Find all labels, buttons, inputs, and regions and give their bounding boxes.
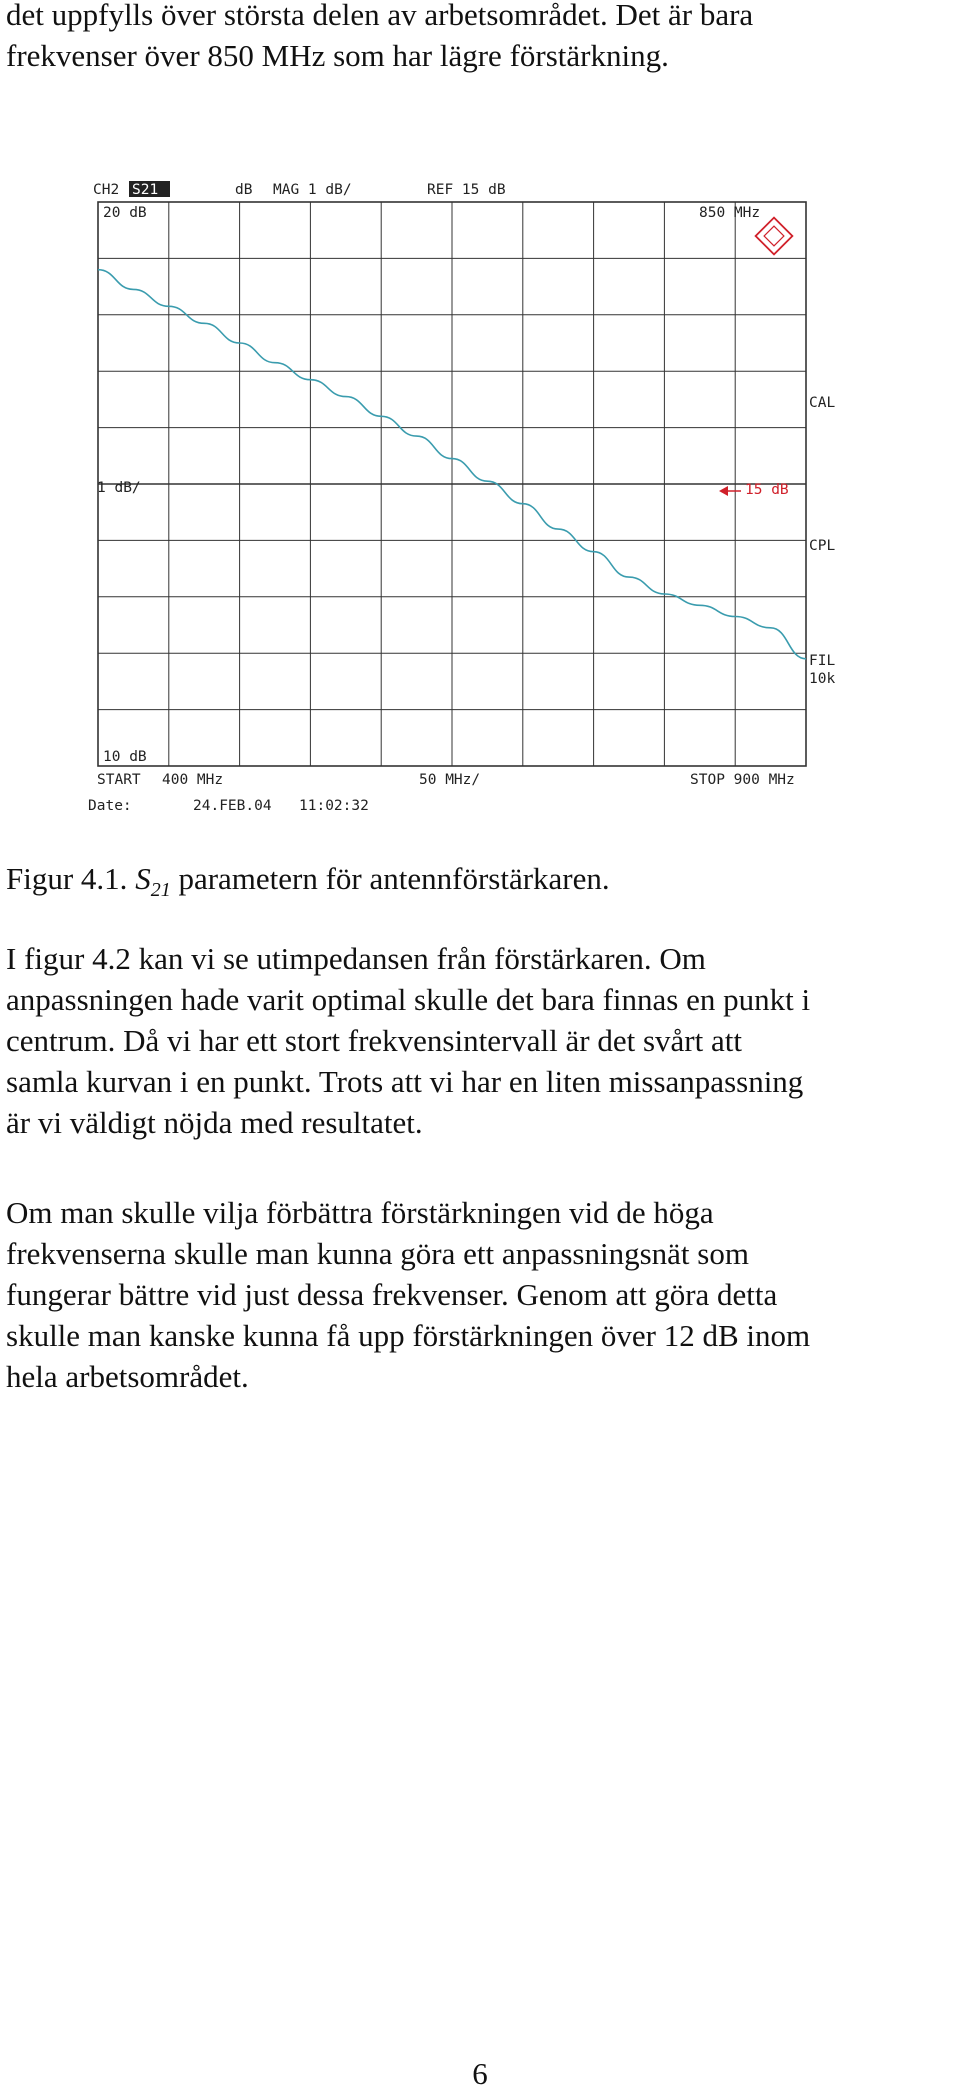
text-line: centrum. Då vi har ett stort frekvensintervall är det svårt att bbox=[6, 1023, 742, 1058]
scale-label: MAG 1 dB/ bbox=[273, 182, 352, 198]
fil-label: FIL bbox=[809, 653, 836, 669]
left-scale-label: 1 dB/ bbox=[97, 480, 141, 496]
text-line: frekvenser över 850 MHz som har lägre förstärkning. bbox=[6, 38, 669, 73]
format-label: dB bbox=[235, 182, 253, 198]
fil-value-label: 10k bbox=[809, 671, 836, 687]
text-line: anpassningen hade varit optimal skulle det bara finnas en punkt i bbox=[6, 982, 811, 1017]
text-line: det uppfylls över största delen av arbetsområdet. Det är bara bbox=[6, 0, 754, 32]
text-line: är vi väldigt nöjda med resultatet. bbox=[6, 1105, 423, 1140]
ref-marker-label: 15 dB bbox=[745, 482, 789, 498]
stop-label: STOP 900 MHz bbox=[690, 772, 795, 788]
paragraph-intro bbox=[6, 0, 956, 76]
cal-label: CAL bbox=[809, 395, 836, 411]
s21-plot bbox=[85, 178, 855, 828]
channel-label: CH2 bbox=[93, 182, 120, 198]
plot-grid bbox=[98, 202, 806, 766]
paragraph-improvement bbox=[6, 1192, 956, 1397]
top-left-label: 20 dB bbox=[103, 205, 147, 221]
text-line: samla kurvan i en punkt. Trots att vi har en liten missanpassning bbox=[6, 1064, 804, 1099]
bottom-left-label: 10 dB bbox=[103, 749, 147, 765]
caption-prefix: Figur 4.1. bbox=[6, 861, 136, 896]
time-value: 11:02:32 bbox=[299, 798, 369, 814]
ref-label: REF 15 dB bbox=[427, 182, 506, 198]
start-label: START bbox=[97, 772, 141, 788]
text-line: skulle man kanske kunna få upp förstärkningen över 12 dB inom bbox=[6, 1318, 811, 1353]
text-line: I figur 4.2 kan vi se utimpedansen från förstärkaren. Om bbox=[6, 941, 706, 976]
rs-logo-icon bbox=[756, 218, 793, 255]
caption-text: parametern för antennförstärkaren. bbox=[170, 861, 610, 896]
ref-marker-arrow-icon bbox=[719, 486, 728, 496]
date-value: 24.FEB.04 bbox=[193, 798, 272, 814]
marker-frequency-label: 850 MHz bbox=[699, 205, 761, 221]
cpl-label: CPL bbox=[809, 538, 836, 554]
page-number: 6 bbox=[472, 2056, 488, 2091]
start-value-label: 400 MHz bbox=[162, 772, 224, 788]
text-line: fungerar bättre vid just dessa frekvenser. Genom att göra detta bbox=[6, 1277, 778, 1312]
span-label: 50 MHz/ bbox=[419, 772, 481, 788]
text-line: hela arbetsområdet. bbox=[6, 1359, 249, 1394]
date-label: Date: bbox=[88, 798, 132, 814]
figure-caption bbox=[6, 858, 956, 911]
parameter-label: S21 bbox=[132, 182, 159, 198]
caption-symbol: S bbox=[135, 861, 151, 896]
text-line: Om man skulle vilja förbättra förstärkningen vid de höga bbox=[6, 1195, 714, 1230]
text-line: frekvenserna skulle man kunna göra ett anpassningsnät som bbox=[6, 1236, 749, 1271]
paragraph-impedance bbox=[6, 938, 956, 1143]
network-analyzer-plot bbox=[85, 178, 855, 828]
caption-subscript: 21 bbox=[150, 879, 171, 902]
